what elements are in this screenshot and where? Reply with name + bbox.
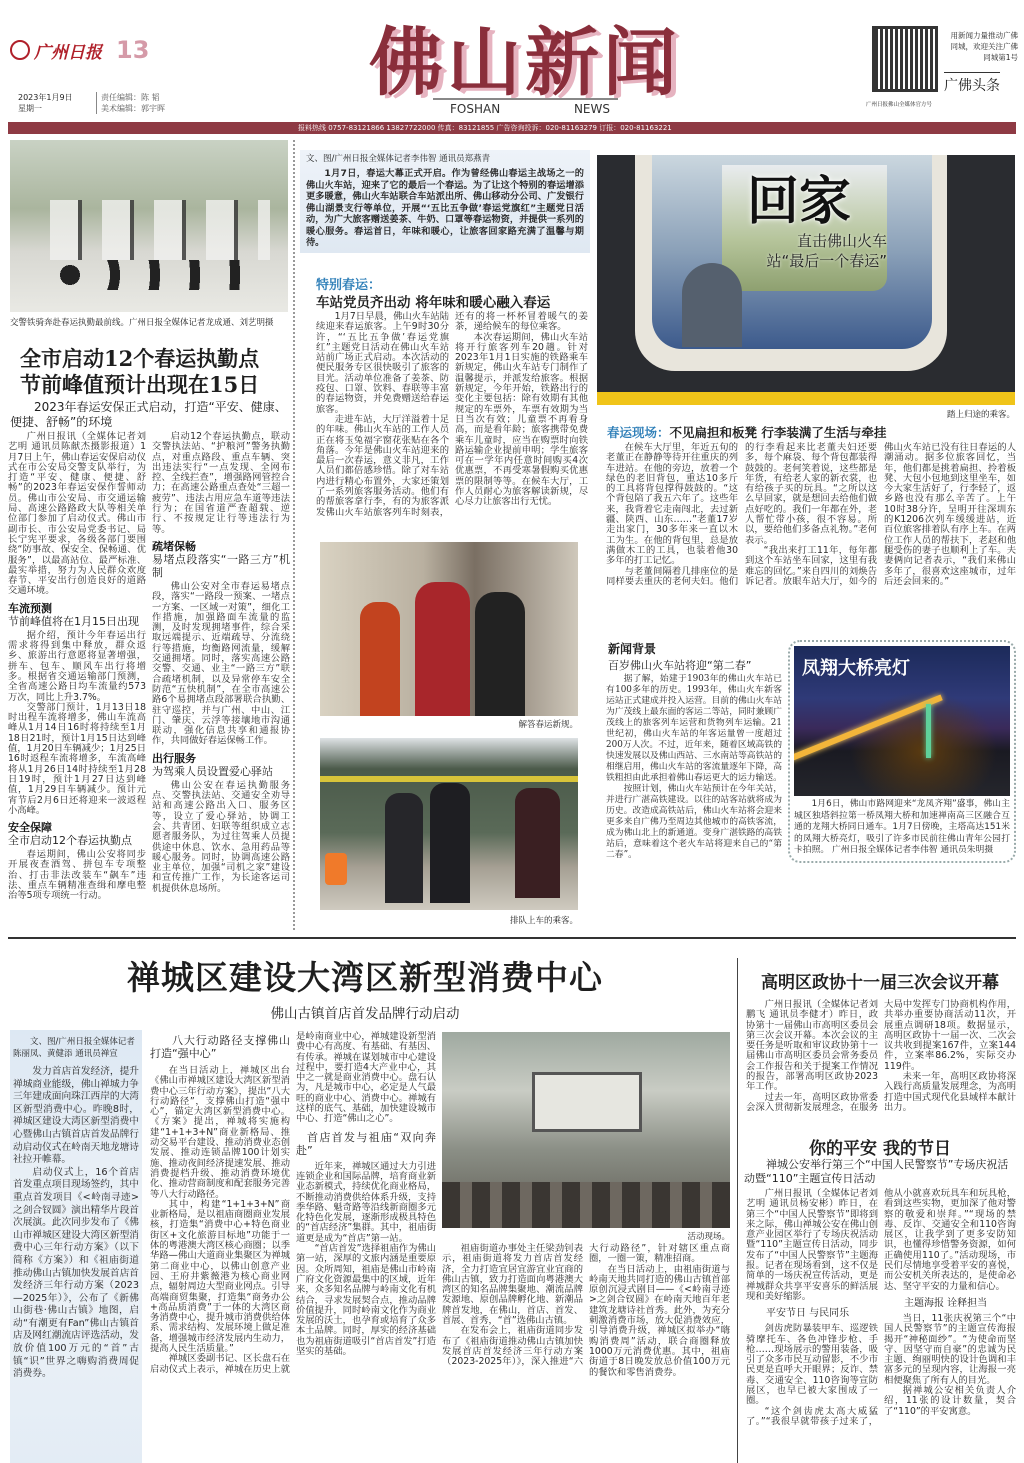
bridge-box: [788, 640, 1016, 863]
subheadline: 禅城公安举行第三个“中国人民警察节”专场庆祝活动暨“110”主题宣传日活动: [744, 1158, 1009, 1185]
hero-title: 回家: [747, 171, 852, 232]
editors: 责任编辑：陈 韬 美术编辑：郭宇晖: [96, 92, 165, 114]
hero-subtitle: 直击佛山火车 站“最后一个春运”: [766, 232, 887, 270]
photo-caption: 解答春运新规。: [518, 720, 578, 730]
qr-brand: 广佛头条: [944, 72, 1000, 95]
masthead: [0, 0, 1024, 122]
photo-caption: 排队上车的乘客。: [509, 916, 578, 926]
paper-logo: 广州日报 13: [10, 36, 149, 64]
article-body: 广州日报讯（全媒体记者刘鹏飞 通讯员李健才）昨日，政协第十一届佛山市高明区委员会第三次会议开幕。本次会议的主要任务是听取和审议政协第十一届佛山市高明区委员会常务委员会工作报告和关于提案工作情况的报告，部署高明区政协2023年工作。 过去一年，高明区政协常委会深入贯彻新发展理念，在服务大局中发挥专门协商机构作用，共举办重要协商活动11次，开展重点调研18项。数据显示，高明区政协十一届一次、二次会议共收到提案167件，立案144件，立案率86.2%，实际交办119件。 未来一年，高明区政协将深入践行高质量发展理念，为高明打造中国式现代化县域样本献计出力。: [746, 999, 1016, 1113]
column-divider: [293, 140, 295, 930]
article-body: 祖庙街道办事处主任梁劲钊表示，祖庙街道将发力首店首发经济，全力打造宜居宜游宜业宜商的佛山古镇，致力打造面向粤港澳大湾区的知名品牌集聚地、潮流品牌发源地、原创品牌孵化地、新潮品牌首发地，在佛山，首店、首发、首展、首秀，“首”选佛山古镇。 在发布会上，祖庙街道同步发布了《祖庙街道推动佛山古镇加快发展首店首发经济三年行动方案（2023-2025年）》，深入推进“六大行动路径”，针对辖区重点商圈，一圈一策，精准招商。 在当日活动上，由祖庙街道与岭南天地共同打造的佛山古镇首部原创沉浸式剧目——《<岭南寻迹>之剑合钗圆》在岭南天地百年老建筑龙塘诗社首秀。此外，为充分刺激消费市场，放大促消费效应，引导消费升级，禅城区拟举办“嗨购消费周”活动，联合商圈释放1000万元消费优惠。其中，祖庙街道于8日晚发放总价值100万元的餐饮和零售消费券。: [442, 1243, 730, 1378]
page-number: 13: [116, 36, 150, 64]
article-body: 1月7日早晨，佛山火车站陆续迎来春运旅客。上午9时30分许，“‘五比五争做’春运党旗红”主题党日活动在佛山火车站站前广场正式启动。本次活动的便民服务专区很快吸引了旅客的目光。活动单位准备了姜茶、防疫包、口罩、饮料、春联等丰富的春运物资，并免费赠送给春运旅客。 走进车站，大厅洋溢着十足的年味。佛山火车站的工作人员正在将玉兔福字窗花张贴在各个角落。今年是佛山火车站迎来的最后一次春运，意义非凡，工作人员们都倍感珍惜。除了对车站内进行精心布置外，大家还策划了一系列旅客服务活动。他们有的帮旅客拿行李，有的为旅客派发佛山火车站旅客列车时刻表，还有的将一杯杯冒着暖气的姜茶，递给候车的每位乘客。 本次春运期间，佛山火车站将开行旅客列车20趟。针对2023年1月1日实施的铁路乘车新规定，佛山火车站专门制作了温馨提示，并派发给旅客。根据新规定，今年开始，铁路出行的变化主要包括：除有效期有其他规定的车票外，车票有效期为当日当次有效；儿童票不再看身高，而是看年龄；旅客携带免费乘车儿童时，应当在购票时向铁路运输企业提前申明；学生旅客可在一学年内任意时间购买4次优惠票，不再受寒暑假购买优惠票的限制等等。在候车大厅，工作人员耐心为旅客解读新规，尽心尽力让旅客出行无忧。: [316, 311, 588, 518]
qr-caption: 广州日报佛山全媒体官方号: [866, 102, 933, 108]
section-title: 车站党员齐出动 将年味和暖心融入春运: [316, 295, 551, 311]
qr-text: 用新闻力量推动广佛同城，欢迎关注广佛同城第1号: [950, 31, 1018, 62]
section: 疏堵保畅 易堵点段落实“一路三方”机制 佛山公安对全市春运易堵点段，落实“一路段一预案、一堵点一方案、一区域一对策”，细化工作措施，加强路面车流量的监测，及时发现拥堵事件，综合采取远端提示、近端疏导、分流绕行等措施，均衡路网流量，缓解交通拥堵。同时，落实高速公路交警、交通、业主“一路三方”联合疏堵机制，以及异常停车安全防范“五快机制”，在全市高速公路6个易拥堵点段部署联合执勤、驻守巡控，并与广州、中山、江门、肇庆、云浮等接壤地市沟通联动，强化信息共享和通报协作，共同做好春运保畅工作。: [152, 539, 290, 747]
section-title: 春运现场：不见扁担和板凳 行李装满了生活与牵挂: [607, 425, 887, 440]
boarding-passengers-photo: [320, 738, 578, 910]
photo-caption: 活动现场。: [687, 1232, 730, 1242]
section-kicker: 特别春运：: [316, 278, 382, 293]
qr-code-icon: [872, 26, 938, 92]
article-body: 广州日报讯（全媒体记者刘艺明 通讯员陈献杰摄影报道）1月7日上午，佛山春运安保启动仪式在市公安局交警支队举行，为打造“平安、健康、便捷、舒畅”的2023年春运安保作誓师动员。佛山市公安局、市交通运输局、高速公路路政大队等相关单位部门参加了启动仪式。佛山市副市长、市公安局党委书记、局长宁宪平要求，各级各部门要围绕“防事故、保安全、保畅通、优服务”，以最高站位、最严标准、最实举措，努力为人民群众欢度春节、平安出行创造良好的道路交通环境。 车流预测 节前峰值将在1月15日出现 据介绍，预计今年春运出行需求将得到集中释放，群众返乡、旅游出行意愿将显著增强，拼车、包车、顺风车出行将增多。根据省交通运输部门预测，全省高速公路日均车流量约573万次，同比上升3.7%。 交警部门预计，1月13日18时出程车流将增多，佛山车流高峰从1月14日16时将持续至1月18日21时，预计1月15日达到峰值，1月20日车辆减少；1月25日16时返程车流将增多，车流高峰将从1月26日14时持续至1月28日19时，预计1月27日达到峰值，1月29日车辆减少。预计元宵节后2月6日还将迎来一波返程小高峰。 安全保障 全市启动12个春运执勤点 春运期间，佛山公安将同步开展夜查酒驾、拼包车专项整治、打击非法改装车“飙车”违法、重点车辆精准查缉和摩电整治等5项专项统一行动。 启动12个春运执勤点，联动交警执法站、“护粮河”警务执勤点，对重点路段、重点车辆、突出违法实行“一点发现、全网布控、全线拦查”，增强路网管控合力；在高速公路重点查处“三超一疲劳”、违法占用应急车道等违法行为；在国省道严查超载、逆行、不按规定让行等违法行为等。 疏堵保畅 易堵点段落实“一路三方”机制 佛山公安对全市春运易堵点段，落实“一路段一预案、一堵点一方案、一区域一对策”，细化工作措施，加强路面车流量的监测，及时发现拥堵事件，综合采取远端提示、近端疏导、分流绕行等措施，均衡路网流量，缓解交通拥堵。同时，落实高速公路交警、交通、业主“一路三方”联合疏堵机制，以及异常停车安全防范“五快机制”，在全市高速公路6个易拥堵点段部署联合执勤、驻守巡控，并与广州、中山、江门、肇庆、云浮等接壤地市沟通联动，强化信息共享和通报协作，共同做好春运保畅工作。 出行服务 为驾乘人员设置爱心驿站 佛山公安在春运执勤服务点、交警执法站、交通安全劝导站和高速公路出入口、服务区等，设立了爱心驿站，协调工会、共青团、妇联等组织成立志愿者服务队，为过往驾乘人员提供途中休息、饮水、急用药品等暖心服务。同时，协调高速公路业主单位，加强“司机之家”建设和宣传推广工作，为长途客运司机提供休息场所。: [8, 431, 290, 902]
article-body: 广州日报讯（全媒体记者刘艺明 通讯员杨安彬）昨日，在第三个“中国人民警察节”即将到来之际，佛山禅城公安在佛山创意产业园区举行了专场庆祝活动暨“110”主题宣传日活动，同步发布了“中国人民警察节”主题海报。记者在现场看到，这不仅是简单的一场庆祝宣传活动，更是禅城群众共享平安喜乐的鲜活展现和美好缩影。 平安节日 与民同乐 剑齿虎防暴装甲车、巡逻铁骑摩托车、各色冲锋步枪、手枪……现场展示的警用装备，吸引了众多市民互动留影，不少市民更是直呼大开眼界；反诈、禁毒、交通安全、110咨询等宣防展区，也早已被大家围成了一圈。 “这个剑齿虎太高大威猛了。”“我很早就带孩子过来了，他从小就喜欢玩具车和玩具枪，看到这些实物，更加深了他对警察的敬爱和崇拜。”“现场的禁毒、反诈、交通安全和110咨询展区，让我学到了更多安防知识，也懂得珍惜警务资源，如何正确使用110了。”活动现场，市民们尽情地享受着平安的喜悦，而公安机关所表达的，是使命必达、坚守平安的力量和信心。 主题海报 诠释担当 当日，11张庆祝第三个“中国人民警察节”的主题宣传海报揭开“神秘面纱”。“为使命而坚守、因坚守而自豪”的忠诚为民主题、绚丽明快的设计色调和丰富多元的呈现内容，让海报一亮相便聚焦了所有人的目光。 据禅城公安相关负责人介绍，11张的设计数量，契合了“110”的平安寓意。: [746, 1188, 1016, 1427]
headline: 全市启动12个春运执勤点 节前峰值预计出现在15日: [20, 346, 260, 397]
photo-caption: 踏上归途的乘客。: [946, 410, 1015, 420]
headline: 禅城区建设大湾区新型消费中心: [127, 958, 603, 997]
subheadline: 佛山古镇首店首发品牌行动启动: [270, 1006, 460, 1022]
section-divider: [8, 937, 1016, 939]
title-rule: [433, 98, 618, 100]
bridge-caption: 1月6日，佛山市路网迎来“龙凤齐翔”盛事，佛山主城区独塔斜拉第一桥凤翔大桥和加速禅南高三区融合互通的龙翔大桥同日通车。1月7日傍晚，主塔高达151米的凤翔大桥亮灯，吸引了许多市民前往佛山青年公园打卡拍照。 广州日报全媒体记者李伟智 通讯员朱明摄: [794, 799, 1010, 855]
background-kicker: 新闻背景: [608, 642, 657, 656]
page-title: 佛山新闻: [369, 20, 681, 106]
headline: 你的平安 我的节日: [809, 1139, 951, 1159]
section: 车流预测 节前峰值将在1月15日出现 据介绍，预计今年春运出行需求将得到集中释放，群众返乡、旅游出行意愿将显著增强，拼车、包车、顺风车出行将增多。根据省交通运输部门预测，全省高速公路日均车流量约573万次，同比上升3.7%。 交警部门预计，1月13日18时出程车流将增多，佛山车流高峰从1月14日16时将持续至1月18日21时，预计1月15日达到峰值，1月20日车辆减少；1月25日16时返程车流将增多，车流高峰将从1月26日14时持续至1月28日19时，预计1月27日达到峰值，1月29日车辆减少。预计元宵节后2月6日还将迎来一波返程小高峰。: [8, 601, 146, 816]
staff-explaining-photo: [320, 542, 578, 716]
article-body: 在候车大厅里，年近五旬的老董正在静静等待开往重庆的列车进站。在他的旁边，放着一个绿色的老旧背包，重达10多斤的工具将背包撑得鼓鼓的。“这个背包陪了我五六年了。这些年来，我背着它走南闯北，去过新疆、陕西、山东……”老董17岁走出家门，30多年来一直以木工为生。在他的背包里，总是放满做木工的工具，也装着他30多年的打工记忆。 与老董间隔着几排座位的是同样要去重庆的老何夫妇。他们的行李看起来比老董夫妇还要多，每个麻袋、每个背包都装得鼓鼓的。老何笑着说，这些都是年货，有给老人家的新衣裳，也有给孩子买的玩具。“之所以这么早回家，就是想回去给他们做点好吃的。我们一年都在外，老人帮忙带小孩，很不容易。所以，要给他们多备点礼物。”老何表示。 “我出来打工11年，每年都到这个车站坐车回家，这里有我难忘的回忆。”来自四川的刘焕告诉记者。放眼车站大厅，如今的佛山火车站已没有往日春运的人潮涌动。据多位旅客回忆，当年，他们都是挑着扁担、拎着板凳、大包小包地到这里坐车，如今大家生活好了，行李轻了，返乡路也没有那么辛苦了。上午10时38分许，呈明开往深圳东的K1206次列车缓缓进站，近百位旅客排着队有序上车。在两位工作人员的帮扶下，老赵和他腿受伤的妻子也顺利上了车。夫妻俩向记者表示，“我们来佛山多年了，很喜欢这座城市，过年后还会回来的。”: [606, 442, 1016, 587]
background-title: 百岁佛山火车站将迎“第二春”: [608, 659, 752, 672]
section: 出行服务 为驾乘人员设置爱心驿站 佛山公安在春运执勤服务点、交警执法站、交通安全劝导站和高速公路出入口、服务区等，设立了爱心驿站，协调工会、共青团、妇联等组织成立志愿者服务队，为过往驾乘人员提供途中休息、饮水、急用药品等暖心服务。同时，协调高速公路业主单位，加强“司机之家”建设和宣传推广工作，为长途客运司机提供休息场所。: [152, 751, 290, 894]
bridge-title: 凤翔大桥亮灯: [802, 658, 910, 679]
publish-date: 2023年1月9日 星期一: [18, 93, 73, 113]
event-photo: [442, 1032, 730, 1228]
logo-emblem-icon: [10, 40, 30, 60]
train-window-photo: [597, 155, 1015, 405]
column-divider: [737, 958, 738, 1463]
police-motorcycle-photo: [10, 140, 288, 312]
hotline-bar: 报料热线 0757-83121866 13827722000 传真：83121855 广告咨询投诉：020-81163279 订报：020-81163221: [8, 122, 1016, 134]
background-body: 据了解，始建于1903年的佛山火车站已有100多年的历史。1993年，佛山火车新客运站正式建成并投入运营。目前的佛山火车站为广茂线上最东面的客运二等站，同时兼顾广茂线上的旅客列车运营和货物列车运输。21世纪初，佛山火车站的年客运量曾一度超过200万人次。不过，近年来，随着区域高铁的快速发展以及佛山西站、三水南站等高铁站的相继启用，佛山火车站的客流量逐年下降，高铁粗担由此承担着佛山春运更大的运力输送。 按照计划，佛山火车站预计在今年关站，并进行广湛高铁建设。以往的站客站就将成为历史。改造成高铁站后，佛山火车站将会迎来更多来自广佛乃至周边其他城市的高铁客流，成为佛山北上的新通道。变身广湛铁路的高铁站后，意味着这个老火车站将迎来自己的“第二春”。: [606, 674, 782, 860]
section: 安全保障 全市启动12个春运执勤点 春运期间，佛山公安将同步开展夜查酒驾、拼包车专项整治、打击非法改装车“飙车”违法、重点车辆精准查缉和摩电整治等5项专项统一行动。 启动12个春运执勤点，联动交警执法站、“护粮河”警务执勤点，对重点路段、重点车辆、突出违法实行“一点发现、全网布控、全线拦查”，增强路网管控合力；在高速公路重点查处“三超一疲劳”、违法占用应急车道等违法行为；在国省道严查超载、逆行、不按规定让行等违法行为等。: [8, 431, 290, 902]
bridge-night-photo: [794, 646, 1010, 796]
title-en: FOSHAN NEWS: [450, 102, 610, 116]
intro-box: 文、图/广州日报全媒体记者李伟智 通讯员郑燕青 1月7日，春运大幕正式开启。作为曾经佛山春运主战场之一的佛山火车站，迎来了它的最后一个春运。为了让这个特别的春运增添更多暖意，佛山火车站联合车站派出所、佛山移动分公司、广发银行佛山湖景支行等单位，开展“‘五比五争做’春运党旗红”主题党日活动，为广大旅客赠送姜茶、牛奶、口罩等春运物资，并提供一系列的暖心服务。春运首日，年味和暖心，让旅客回家路充满了温馨与期待。: [300, 150, 590, 253]
photo-caption: 交警铁骑奔赴春运执勤最前线。广州日报全媒体记者龙成通、刘艺明摄: [10, 318, 274, 328]
subheadline: 2023年春运安保正式启动，打造“平安、健康、便捷、舒畅”的环境: [10, 400, 287, 429]
article-body: 八大行动路径支撑佛山打造“强中心” 在当日活动上，禅城区出台《佛山市禅城区建设大湾区新型消费中心三年行动方案》，提出“八大行动路径”，支撑佛山打造“强中心”，锚定大湾区新型消费中心。《方案》提出，禅城将实施构建“1+1+3+N”商业新格局、推动交易平台建设、推动消费业态创发展、推动连锁品牌100计划实施、推动夜间经济提速发展、推动消费提档升级、推动消费环境优化、推动营商制度和配套服务完善等八大行动路径。 其中，构建“1+1+3+N”商业新格局，是以祖庙商圈商业发展核，打造集“消费中心+特色商业街区+文化旅游目标地”功能于一体的粤港澳大湾区核心商圈；以季华路—佛山大道商业集聚区为禅城第二商业中心，以佛山创意产业园、王府井紫薇港为核心商业网点，辐射周边大型商业网点。引导高端商贸集聚，打造集“商务办公+高品质消费”于一体的大湾区商务消费中心，提升城市消费供给体系、需求结构、发展环境上做足准备，增强城市经济发展内生动力，提高人民生活质量。” 禅城区委副书记、区长盘石在启动仪式上表示，禅城在历史上就是岭南商业中心，禅城建设新型消费中心有高度、有基础、有基因、有传承。禅城在谋划城市中心建设过程中，要打造4大产业中心，其中之一就是商业消费中心。盘石认为，凡是城市中心，必定是人气最旺的商业中心、消费中心。禅城有这样的底气、基础，加快建设城市中心、打造“佛山之心”。 首店首发与祖庙“双向奔赴” 近年来，禅城区通过大力引进连锁企业和国际品牌，培育商业新业态新模式，持续优化商业格局，不断推动消费供给体系升级，支持季华路、魁奇路等沿线新商圈多元化特色化发展，逐渐形成极具特色的“首店经济”集群。其中，祖庙街道更是成为“首店”第一站。 “首店首发”选择祖庙作为佛山第一站，深厚的文旅内涵是重要原因。众所周知，祖庙是佛山市岭南广府文化资源最集中的区域，近年来，众多知名品牌与岭南文化有机结合，寻求发展契合点，推动品牌价值提升，同时岭南文化作为商业发展的沃土，也孕育或培育了众多本土品牌。同时，厚实的经济基础也为祖庙街道吸引“首店首发”打造坚实的基础。: [150, 1031, 436, 1375]
headline: 高明区政协十一届三次会议开幕: [761, 973, 999, 993]
lead-box: 文、图/广州日报全媒体记者陈丽凤、黄健添 通讯员禅宣 发力首店首发经济，提升禅城商业能级，佛山禅城力争三年建成面向珠江西岸的大湾区新型消费中心。昨晚8时，禅城区建设大湾区新型消费中心暨佛山古镇首店首发品牌行动启动仪式在岭南天地龙塘诗社拉开帷幕。 启动仪式上，16个首店首发重点项目现场签约，其中重点首发项目《<岭南寻迹>之剑合钗圆》演出精华片段首次展演。此次同步发布了《佛山市禅城区建设大湾区新型消费中心三年行动方案》（以下简称《方案》）和《祖庙街道推动佛山古镇加快发展首店首发经济三年行动方案（2023—2025年）》，公布了《新佛山街巷·佛山古镇》地图，启动“有潮更有Fan”佛山古镇首店及网红潮流店评选活动，发放价值100万元的“首”古镇“识”世界之嗨购消费周促消费券。: [10, 1030, 142, 1463]
